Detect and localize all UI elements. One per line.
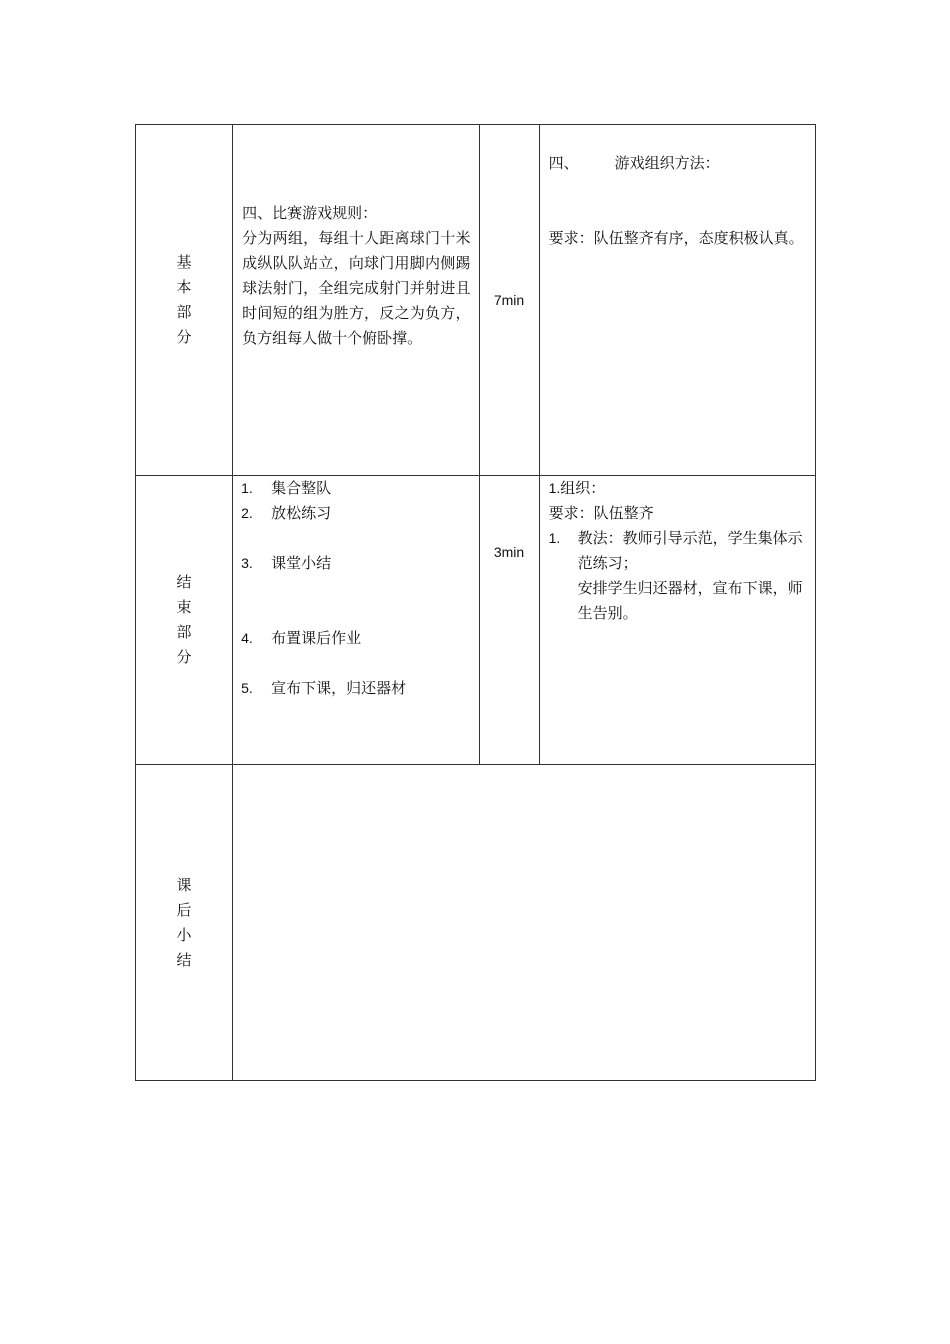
list-item [241, 476, 472, 501]
method-item-text: 教法：教师引导示范，学生集体示范练习； [577, 529, 803, 572]
step-text: 集合整队 [271, 479, 332, 497]
step-number: 3. [241, 555, 253, 571]
step-list [241, 476, 472, 701]
table-row-closing [136, 476, 816, 765]
content-heading: 四、比赛游戏规则： [242, 204, 378, 222]
section-label: 结束部分 [176, 573, 192, 666]
method-number: 四、 [548, 154, 579, 172]
step-text: 布置课后作业 [271, 629, 362, 647]
organization-number: 1. [548, 480, 561, 496]
method-cell [539, 476, 815, 765]
organization-text: 组织： [560, 479, 606, 497]
section-label: 课后小结 [176, 875, 192, 969]
organization-line [549, 476, 807, 501]
method-cell [539, 125, 815, 476]
method-requirement: 要求：队伍整齐有序，态度积极认真。 [548, 229, 804, 247]
time-cell [479, 125, 539, 476]
time-value: 3min [493, 544, 525, 560]
method-item-extra: 安排学生归还器材，宣布下课，师生告别。 [577, 579, 803, 622]
step-number: 4. [241, 630, 253, 646]
table-row-basic [136, 125, 816, 476]
step-text: 宣布下课，归还器材 [271, 679, 407, 697]
method-item [549, 526, 807, 576]
content-body: 分为两组，每组十人距离球门十米成纵队队站立，向球门用脚内侧踢球法射门，全组完成射门并射进且时间短的组为胜方，反之为负方，负方组每人做十个俯卧撑。 [242, 229, 471, 347]
content-cell [233, 125, 479, 476]
section-label-cell [136, 125, 233, 476]
list-item [241, 551, 472, 576]
method-heading [549, 151, 807, 176]
section-label-cell [136, 765, 233, 1081]
step-text: 课堂小结 [271, 554, 332, 572]
method-item-number: 1. [548, 530, 561, 546]
section-label-cell [136, 476, 233, 765]
time-value: 7min [493, 291, 525, 308]
table-row-summary [136, 765, 816, 1081]
list-item [241, 676, 472, 701]
requirement-text: 要求：队伍整齐 [548, 504, 654, 522]
summary-content-cell [233, 765, 816, 1081]
lesson-plan-table [135, 124, 816, 1081]
list-item [241, 501, 472, 526]
step-number: 1. [241, 480, 253, 496]
step-text: 放松练习 [271, 504, 332, 522]
step-number: 2. [241, 505, 253, 521]
method-title: 游戏组织方法： [614, 154, 720, 172]
step-number: 5. [241, 680, 253, 696]
content-cell [233, 476, 479, 765]
list-item [241, 626, 472, 651]
section-label: 基本部分 [176, 253, 192, 346]
time-cell [479, 476, 539, 765]
